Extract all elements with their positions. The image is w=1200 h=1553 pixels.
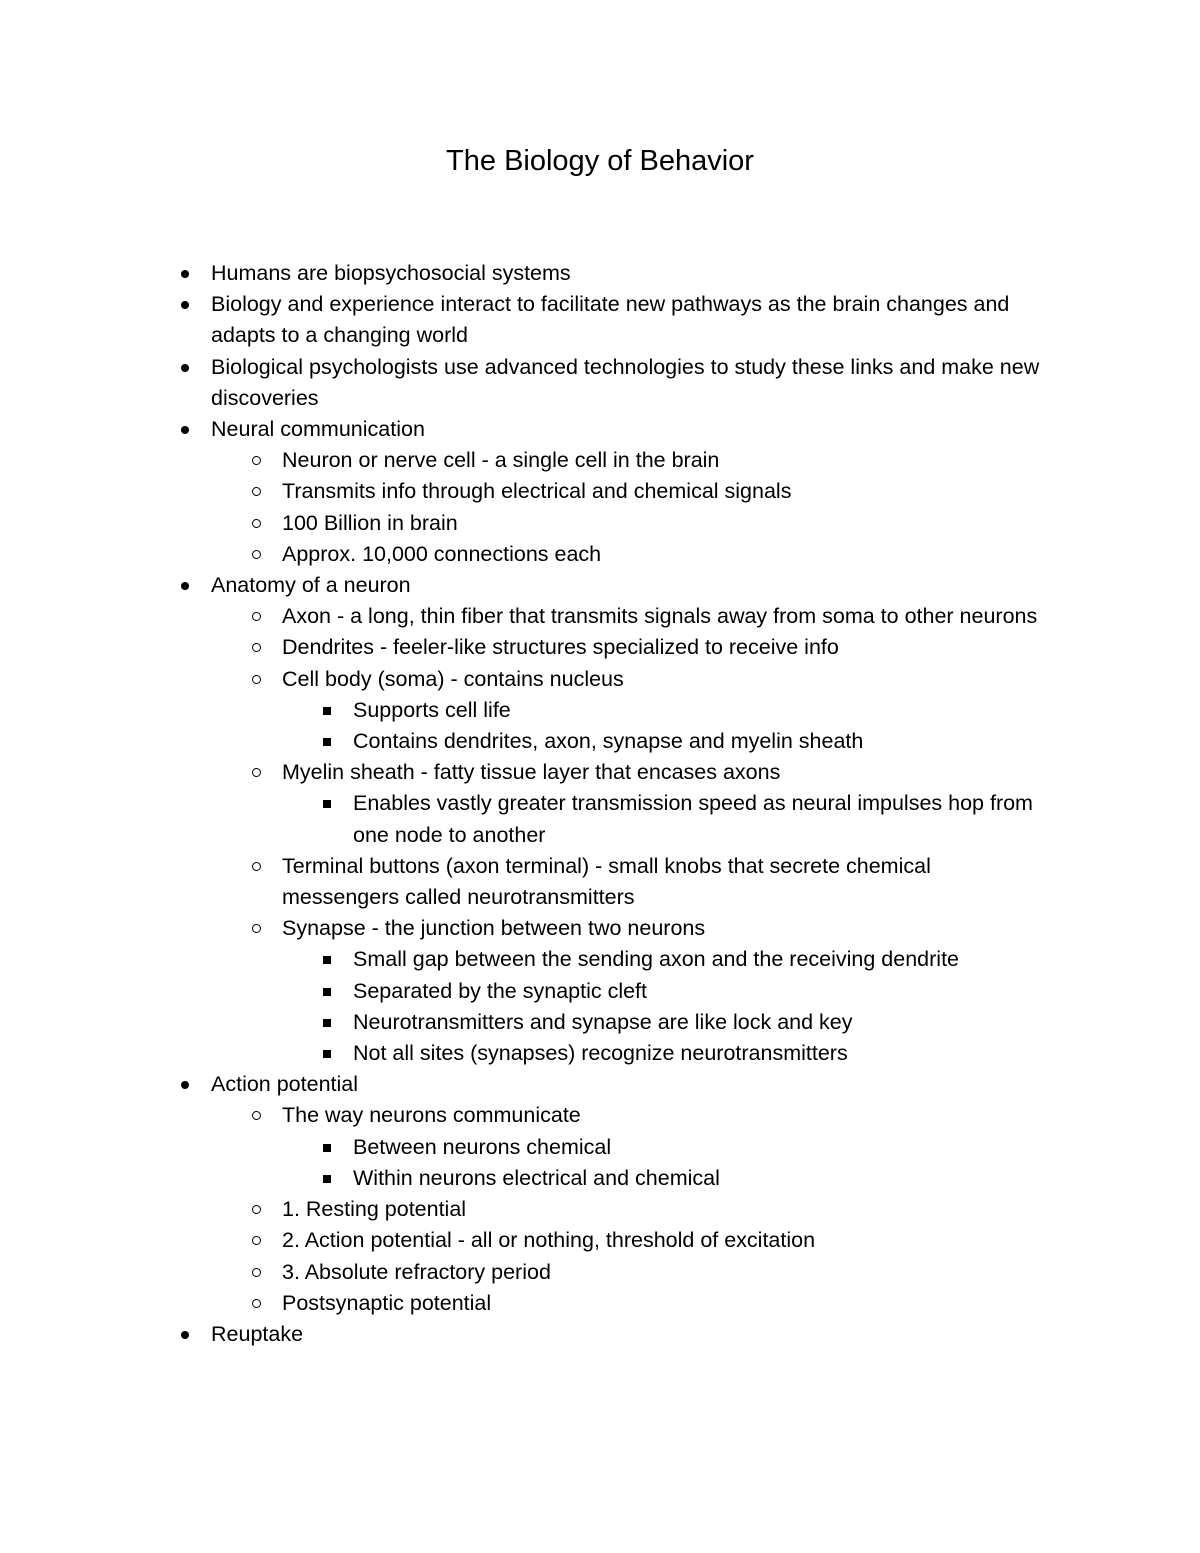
list-item-text: 100 Billion in brain: [282, 510, 458, 535]
list-item-text: 2. Action potential - all or nothing, threshold of excitation: [282, 1228, 816, 1253]
list-item-text: Reuptake: [211, 1321, 304, 1346]
list-item-text: Humans are biopsychosocial systems: [211, 261, 571, 285]
bullet-circle-icon: [244, 664, 268, 684]
list-item-level-2: [0, 1100, 1200, 1131]
bullet-circle-icon: [244, 445, 268, 465]
bullet-circle-icon: [244, 632, 268, 652]
list-item-text: Action potential: [211, 1072, 359, 1097]
list-item-level-3: [0, 1132, 1200, 1163]
list-item-text: Synapse - the junction between two neurons: [282, 916, 706, 941]
list-item-level-1: [0, 570, 1200, 601]
notes-outline: [0, 258, 1200, 1350]
list-item-text: Postsynaptic potential: [282, 1290, 492, 1315]
list-item-text: Supports cell life: [353, 697, 511, 722]
list-item-text: Not all sites (synapses) recognize neurotransmitters: [353, 1041, 848, 1066]
list-item-text: Between neurons chemical: [353, 1134, 612, 1159]
bullet-dot-icon: [173, 570, 197, 590]
list-item-text: Small gap between the sending axon and the receiving dendrite: [353, 947, 959, 972]
list-item-level-3: [0, 944, 1200, 975]
list-item-text: Enables vastly greater transmission speed as neural impulses hop from one node to another: [353, 791, 1033, 847]
list-item-text: Biology and experience interact to facilitate new pathways as the brain changes and adapts to a changing world: [211, 292, 1010, 348]
bullet-square-icon: [315, 1132, 339, 1152]
list-item-level-2: [0, 1288, 1200, 1319]
list-item-level-2: [0, 1225, 1200, 1256]
bullet-circle-icon: [244, 1288, 268, 1308]
list-item-text: Biological psychologists use advanced technologies to study these links and make new discoveries: [211, 354, 1040, 410]
list-item-text: Terminal buttons (axon terminal) - small knobs that secrete chemical messengers called neurotransmitters: [282, 853, 931, 910]
list-item-text: Axon - a long, thin fiber that transmits signals away from soma to other neurons: [282, 604, 1038, 629]
bullet-circle-icon: [244, 1194, 268, 1214]
list-item-level-2: [0, 539, 1200, 570]
list-item-level-2: [0, 757, 1200, 788]
bullet-circle-icon: [244, 913, 268, 933]
list-item-level-2: [0, 601, 1200, 632]
bullet-square-icon: [315, 788, 339, 808]
bullet-square-icon: [315, 1038, 339, 1058]
bullet-dot-icon: [173, 1319, 197, 1339]
list-item-level-2: [0, 632, 1200, 663]
list-item-text: Approx. 10,000 connections each: [282, 541, 602, 566]
list-item-level-3: [0, 976, 1200, 1007]
list-item-text: 1. Resting potential: [282, 1197, 467, 1222]
list-item-text: Neurotransmitters and synapse are like lock and key: [353, 1009, 853, 1034]
list-item-level-1: [0, 414, 1200, 445]
list-item-level-3: [0, 1163, 1200, 1194]
bullet-dot-icon: [173, 1069, 197, 1089]
list-item-text: 3. Absolute refractory period: [282, 1259, 551, 1284]
page-title: The Biology of Behavior: [446, 145, 754, 177]
bullet-circle-icon: [244, 1100, 268, 1120]
bullet-circle-icon: [244, 601, 268, 621]
list-item-text: Contains dendrites, axon, synapse and myelin sheath: [353, 729, 864, 754]
list-item-level-2: [0, 1257, 1200, 1288]
bullet-circle-icon: [244, 757, 268, 777]
bullet-square-icon: [315, 695, 339, 715]
list-item-level-2: [0, 476, 1200, 507]
list-item-level-3: [0, 1038, 1200, 1069]
list-item-text: Within neurons electrical and chemical: [353, 1165, 720, 1190]
list-item-level-3: [0, 788, 1200, 850]
bullet-dot-icon: [173, 258, 197, 278]
list-item-text: Separated by the synaptic cleft: [353, 978, 648, 1003]
list-item-level-1: [0, 1069, 1200, 1100]
list-item-level-2: [0, 851, 1200, 913]
list-item-text: Transmits info through electrical and chemical signals: [282, 479, 792, 504]
bullet-dot-icon: [173, 414, 197, 434]
list-item-level-2: [0, 664, 1200, 695]
list-item-level-2: [0, 913, 1200, 944]
list-item-text: Anatomy of a neuron: [211, 573, 411, 598]
bullet-circle-icon: [244, 1225, 268, 1245]
list-item-level-2: [0, 508, 1200, 539]
list-item-level-3: [0, 726, 1200, 757]
list-item-level-2: [0, 445, 1200, 476]
list-item-text: Neural communication: [211, 417, 425, 442]
bullet-circle-icon: [244, 508, 268, 528]
bullet-circle-icon: [244, 476, 268, 496]
bullet-square-icon: [315, 944, 339, 964]
list-item-level-1: [0, 352, 1200, 414]
bullet-square-icon: [315, 726, 339, 746]
bullet-circle-icon: [244, 539, 268, 559]
list-item-text: Dendrites - feeler-like structures specialized to receive info: [282, 635, 839, 660]
list-item-level-1: [0, 258, 1200, 289]
list-item-text: The way neurons communicate: [282, 1103, 581, 1128]
list-item-level-3: [0, 695, 1200, 726]
list-item-level-1: [0, 289, 1200, 351]
list-item-level-2: [0, 1194, 1200, 1225]
bullet-dot-icon: [173, 289, 197, 309]
bullet-circle-icon: [244, 1257, 268, 1277]
bullet-square-icon: [315, 1007, 339, 1027]
list-item-text: Cell body (soma) - contains nucleus: [282, 666, 624, 691]
bullet-square-icon: [315, 1163, 339, 1183]
list-item-level-1: [0, 1319, 1200, 1350]
list-item-level-3: [0, 1007, 1200, 1038]
bullet-square-icon: [315, 976, 339, 996]
list-item-text: Neuron or nerve cell - a single cell in the brain: [282, 448, 720, 473]
bullet-circle-icon: [244, 851, 268, 871]
bullet-dot-icon: [173, 352, 197, 372]
list-item-text: Myelin sheath - fatty tissue layer that encases axons: [282, 760, 781, 785]
